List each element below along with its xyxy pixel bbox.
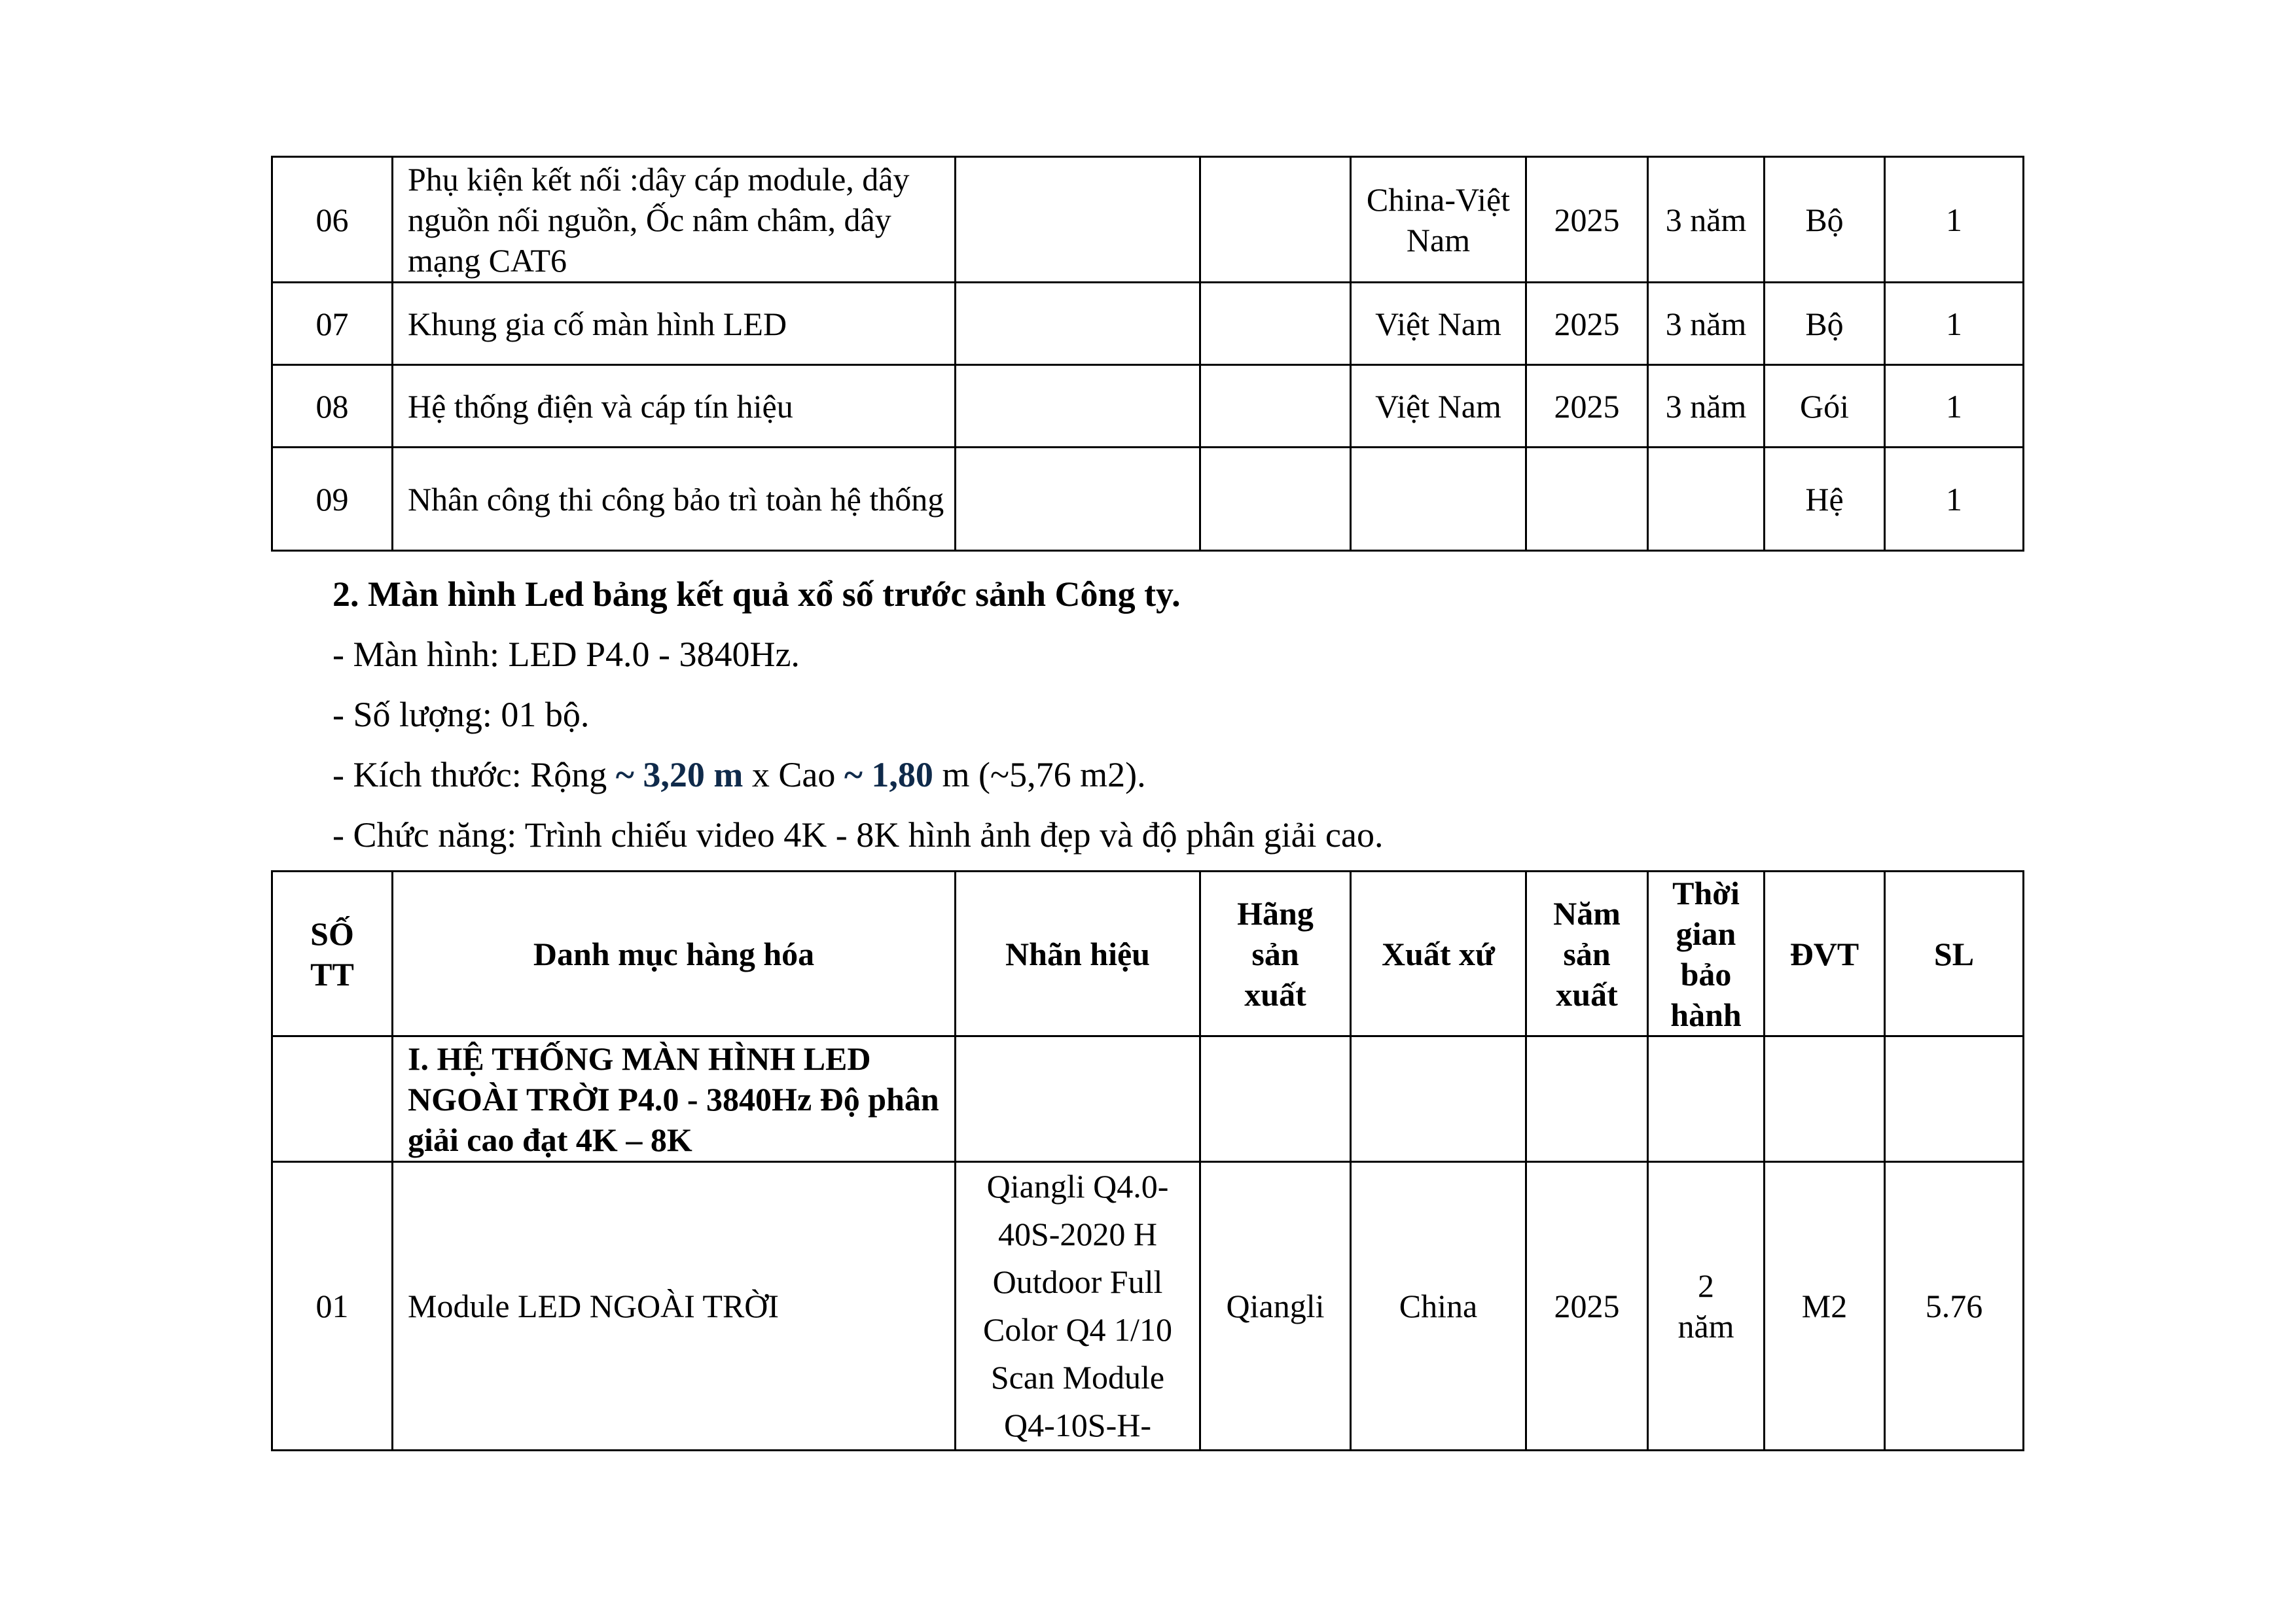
function-spec: - Chức năng: Trình chiếu video 4K - 8K hình ảnh đẹp và độ phân giải cao. xyxy=(332,815,1384,855)
row-maker xyxy=(1200,365,1351,448)
table-row xyxy=(272,365,2024,448)
header-name: Danh mục hàng hóa xyxy=(393,872,956,1036)
row-qty: 1 xyxy=(1885,157,2024,283)
row-year: 2025 xyxy=(1526,365,1648,448)
header-unit: ĐVT xyxy=(1765,872,1885,1036)
row-stt: 01 xyxy=(272,1162,393,1451)
row-warranty: 2 năm xyxy=(1648,1162,1765,1451)
header-warranty: Thời gian bảo hành xyxy=(1648,872,1765,1036)
table-row xyxy=(272,157,2024,283)
row-brand xyxy=(956,283,1200,365)
row-origin: Việt Nam xyxy=(1351,365,1526,448)
row-name: Phụ kiện kết nối :dây cáp module, dây nguồn nối nguồn, Ốc nâm châm, dây mạng CAT6 xyxy=(393,157,956,283)
header-origin: Xuất xứ xyxy=(1351,872,1526,1036)
row-year xyxy=(1526,448,1648,551)
quantity-spec: - Số lượng: 01 bộ. xyxy=(332,695,590,734)
row-stt: 07 xyxy=(272,283,393,365)
row-name: Nhân công thi công bảo trì toàn hệ thống xyxy=(393,448,956,551)
row-unit: Bộ xyxy=(1765,157,1885,283)
row-origin xyxy=(1351,448,1526,551)
table-row xyxy=(272,283,2024,365)
table-row xyxy=(272,448,2024,551)
row-year: 2025 xyxy=(1526,157,1648,283)
row-qty: 1 xyxy=(1885,283,2024,365)
row-maker xyxy=(1200,283,1351,365)
row-stt: 06 xyxy=(272,157,393,283)
group-row xyxy=(272,1036,2024,1162)
equipment-table-continued xyxy=(271,156,2024,552)
table-header-row xyxy=(272,872,2024,1036)
size-width: ~ 3,20 m xyxy=(615,755,744,794)
row-stt: 08 xyxy=(272,365,393,448)
row-unit: Bộ xyxy=(1765,283,1885,365)
group-title: I. HỆ THỐNG MÀN HÌNH LED NGOÀI TRỜI P4.0 - 3840Hz Độ phân giải cao đạt 4K – 8K xyxy=(393,1036,956,1162)
row-brand: Qiangli Q4.0-40S-2020 H Outdoor Full Color Q4 1/10 Scan Module Q4-10S-H- xyxy=(956,1162,1200,1451)
row-origin: China xyxy=(1351,1162,1526,1451)
row-origin: China-Việt Nam xyxy=(1351,157,1526,283)
size-prefix: - Kích thước: Rộng xyxy=(332,755,616,794)
row-year: 2025 xyxy=(1526,283,1648,365)
screen-spec: - Màn hình: LED P4.0 - 3840Hz. xyxy=(332,635,800,674)
size-suffix: m (~5,76 m2). xyxy=(933,755,1146,794)
header-stt: SỐ TT xyxy=(272,872,393,1036)
row-origin: Việt Nam xyxy=(1351,283,1526,365)
row-unit: Gói xyxy=(1765,365,1885,448)
table-row xyxy=(272,1162,2024,1451)
row-year: 2025 xyxy=(1526,1162,1648,1451)
row-warranty: 3 năm xyxy=(1648,283,1765,365)
row-name: Module LED NGOÀI TRỜI xyxy=(393,1162,956,1451)
row-stt: 09 xyxy=(272,448,393,551)
row-unit: Hệ xyxy=(1765,448,1885,551)
size-spec xyxy=(332,745,2008,805)
row-name: Khung gia cố màn hình LED xyxy=(393,283,956,365)
header-year: Năm sản xuất xyxy=(1526,872,1648,1036)
header-brand: Nhãn hiệu xyxy=(956,872,1200,1036)
row-maker: Qiangli xyxy=(1200,1162,1351,1451)
row-maker xyxy=(1200,448,1351,551)
row-qty: 5.76 xyxy=(1885,1162,2024,1451)
row-brand xyxy=(956,365,1200,448)
row-qty: 1 xyxy=(1885,448,2024,551)
row-maker xyxy=(1200,157,1351,283)
row-brand xyxy=(956,157,1200,283)
size-mid: x Cao xyxy=(743,755,844,794)
section-description xyxy=(332,564,2008,865)
row-warranty xyxy=(1648,448,1765,551)
row-qty: 1 xyxy=(1885,365,2024,448)
header-qty: SL xyxy=(1885,872,2024,1036)
equipment-table xyxy=(271,870,2024,1451)
header-maker: Hãng sản xuất xyxy=(1200,872,1351,1036)
row-unit: M2 xyxy=(1765,1162,1885,1451)
row-warranty: 3 năm xyxy=(1648,157,1765,283)
section-title: 2. Màn hình Led bảng kết quả xổ số trước sảnh Công ty. xyxy=(332,574,1181,614)
size-height: ~ 1,80 xyxy=(844,755,933,794)
row-warranty: 3 năm xyxy=(1648,365,1765,448)
row-name: Hệ thống điện và cáp tín hiệu xyxy=(393,365,956,448)
row-brand xyxy=(956,448,1200,551)
